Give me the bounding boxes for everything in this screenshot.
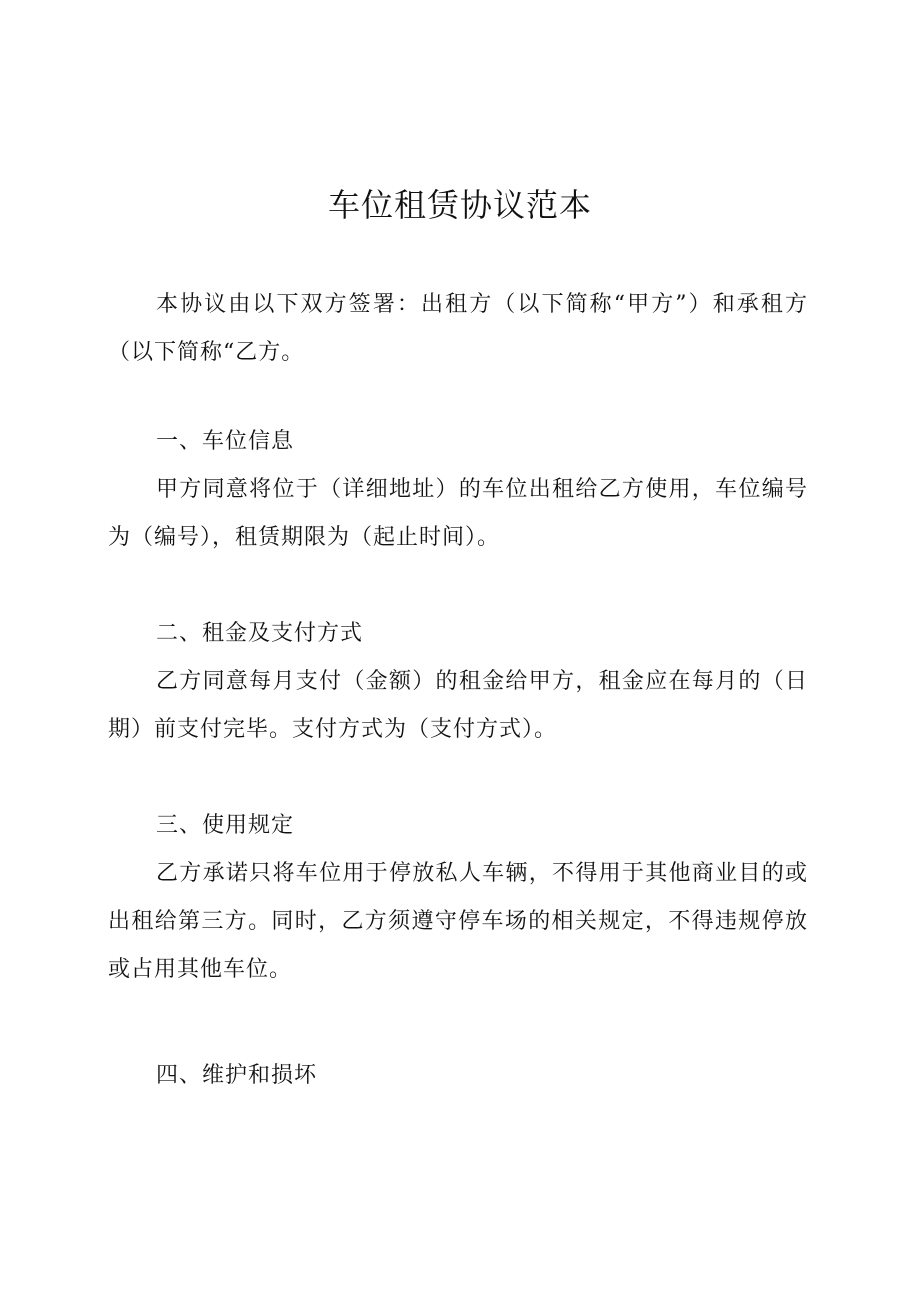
section-body-vehicle-info: 甲方同意将位于（详细地址）的车位出租给乙方使用，车位编号为（编号），租赁期限为（起止时间）。 (108, 477, 808, 550)
section-body-usage-rules: 乙方承诺只将车位用于停放私人车辆，不得用于其他商业目的或出租给第三方。同时，乙方须遵守停车场的相关规定，不得违规停放或占用其他车位。 (108, 861, 808, 982)
section-heading-vehicle-info: 一、车位信息 (156, 429, 295, 454)
section-heading-usage-rules: 三、使用规定 (156, 813, 295, 838)
intro-paragraph: 本协议由以下双方签署：出租方（以下简称“甲方”）和承租方（以下简称“乙方。 (108, 292, 808, 365)
section-heading-rent-payment: 二、租金及支付方式 (156, 621, 364, 646)
document-title: 车位租赁协议范本 (327, 186, 592, 224)
section-heading-maintenance: 四、维护和损坏 (156, 1063, 318, 1088)
section-body-rent-payment: 乙方同意每月支付（金额）的租金给甲方，租金应在每月的（日期）前支付完毕。支付方式为（支付方式）。 (108, 669, 808, 742)
